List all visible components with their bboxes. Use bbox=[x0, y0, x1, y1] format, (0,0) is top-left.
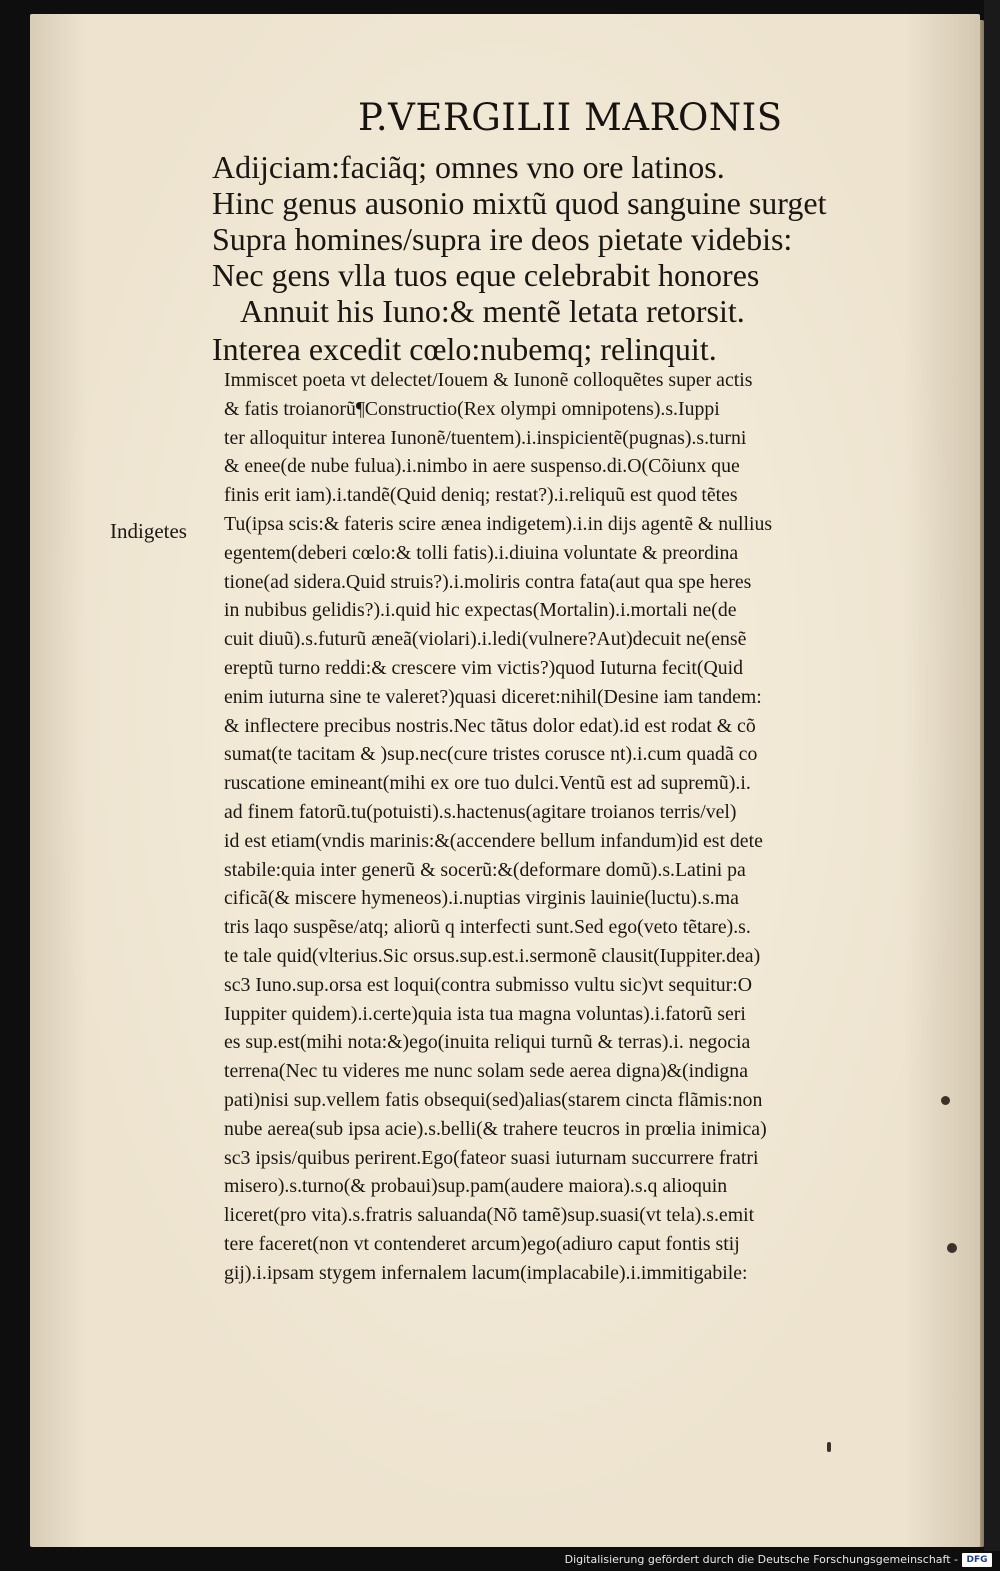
commentary-line: ruscatione emineant(mihi ex ore tuo dulci.Ventũ est ad supremũ).i. bbox=[224, 772, 751, 795]
commentary-line: misero).s.turno(& probaui)sup.pam(audere maiora).s.q alioquin bbox=[224, 1175, 728, 1198]
commentary-line: sc3 ipsis/quibus perirent.Ego(fateor suasi iuturnam succurrere fratri bbox=[224, 1146, 759, 1169]
commentary-line: ereptũ turno reddi:& crescere vim victis?)quod Iuturna fecit(Quid bbox=[224, 656, 744, 679]
commentary-line: tris laqo suspẽse/atq; aliorũ q interfecti sunt.Sed ego(veto tẽtare).s. bbox=[224, 916, 751, 939]
verse-line: Annuit his Iuno:& mentẽ letata retorsit. bbox=[240, 293, 745, 329]
commentary-line: & fatis troianorũ¶Constructio(Rex olympi omnipotens).s.Iuppi bbox=[224, 397, 720, 420]
dfg-logo: DFG bbox=[962, 1553, 992, 1567]
running-head: P.VERGILII MARONIS bbox=[358, 96, 783, 139]
commentary-line: es sup.est(mihi nota:&)ego(inuita reliqui turnũ & terras).i. negocia bbox=[224, 1031, 751, 1054]
ink-speck bbox=[941, 1096, 950, 1105]
commentary-line: ter alloquitur interea Iunonẽ/tuentem).i.inspicientẽ(pugnas).s.turni bbox=[224, 426, 747, 449]
commentary-line: tere faceret(non vt contenderet arcum)ego(adiuro caput fontis stij bbox=[224, 1232, 740, 1255]
marginal-note: Indigetes bbox=[110, 519, 187, 543]
digitization-credit: Digitalisierung gefördert durch die Deutsche Forschungsgemeinschaft - bbox=[564, 1553, 958, 1566]
commentary-line: tione(ad sidera.Quid struis?).i.moliris contra fata(aut qua spe heres bbox=[224, 570, 752, 593]
commentary-line: finis erit iam).i.tandẽ(Quid deniq; restat?).i.reliquũ est quod tẽtes bbox=[224, 484, 738, 507]
spine-strip bbox=[984, 0, 1000, 1571]
commentary-line: gij).i.ipsam stygem infernalem lacum(implacabile).i.immitigabile: bbox=[224, 1261, 748, 1284]
commentary-line: & enee(de nube fulua).i.nimbo in aere suspenso.di.O(Cõiunx que bbox=[224, 455, 740, 478]
commentary-line: sc3 Iuno.sup.orsa est loqui(contra submisso vultu sic)vt sequitur:O bbox=[224, 973, 752, 996]
verse-line: Adijciam:faciãq; omnes vno ore latinos. bbox=[212, 149, 725, 185]
verse-line: Supra homines/supra ire deos pietate videbis: bbox=[212, 221, 793, 257]
commentary-line: egentem(deberi cœlo:& tolli fatis).i.diuina voluntate & preordina bbox=[224, 541, 739, 564]
commentary-line: terrena(Nec tu videres me nunc solam sede aerea digna)&(indigna bbox=[224, 1060, 748, 1083]
commentary-line: sumat(te tacitam & )sup.nec(cure tristes corusce nt).i.cum quadã co bbox=[224, 743, 758, 766]
commentary-line: cificã(& miscere hymeneos).i.nuptias virginis lauinie(luctu).s.ma bbox=[224, 887, 739, 910]
commentary-line: Iuppiter quidem).i.certe)quia ista tua magna voluntas).i.fatorũ seri bbox=[224, 1002, 746, 1025]
commentary-line: cuit diuũ).s.futurũ æneã(violari).i.ledi(vulnere?Aut)decuit ne(ensẽ bbox=[224, 628, 747, 651]
commentary-line: stabile:quia inter generũ & socerũ:&(deformare domũ).s.Latini pa bbox=[224, 858, 746, 881]
commentary-line: nube aerea(sub ipsa acie).s.belli(& trahere teucros in prœlia inimica) bbox=[224, 1117, 767, 1140]
verse-line: Hinc genus ausonio mixtũ quod sanguine surget bbox=[212, 185, 827, 221]
verse-line: Interea excedit cœlo:nubemq; relinquit. bbox=[212, 331, 717, 367]
commentary-line: id est etiam(vndis marinis:&(accendere bellum infandum)id est dete bbox=[224, 829, 763, 852]
commentary-line: te tale quid(vlterius.Sic orsus.sup.est.i.sermonẽ clausit(Iuppiter.dea) bbox=[224, 944, 761, 967]
commentary-line: ad finem fatorũ.tu(potuisti).s.hactenus(agitare troianos terris/vel) bbox=[224, 800, 737, 823]
commentary-block bbox=[224, 366, 964, 1288]
ink-speck bbox=[947, 1243, 957, 1253]
commentary-line: in nubibus gelidis?).i.quid hic expectas(Mortalin).i.mortali ne(de bbox=[224, 599, 737, 622]
verse-line: Nec gens vlla tuos eque celebrabit honores bbox=[212, 257, 760, 293]
commentary-line: & inflectere precibus nostris.Nec tãtus dolor edat).id est rodat & cõ bbox=[224, 714, 756, 737]
commentary-line: liceret(pro vita).s.fratris saluanda(Nõ tamẽ)sup.suasi(vt tela).s.emit bbox=[224, 1204, 755, 1227]
ink-speck bbox=[827, 1442, 831, 1452]
commentary-line: Tu(ipsa scis:& fateris scire ænea indigetem).i.in dijs agentẽ & nullius bbox=[224, 512, 773, 535]
commentary-line: pati)nisi sup.vellem fatis obsequi(sed)alias(starem cincta flãmis:non bbox=[224, 1088, 763, 1111]
commentary-line: enim iuturna sine te valeret?)quasi diceret:nihil(Desine iam tandem: bbox=[224, 685, 762, 708]
commentary-line: Immiscet poeta vt delectet/Iouem & Iunonẽ colloquẽtes super actis bbox=[224, 369, 753, 391]
